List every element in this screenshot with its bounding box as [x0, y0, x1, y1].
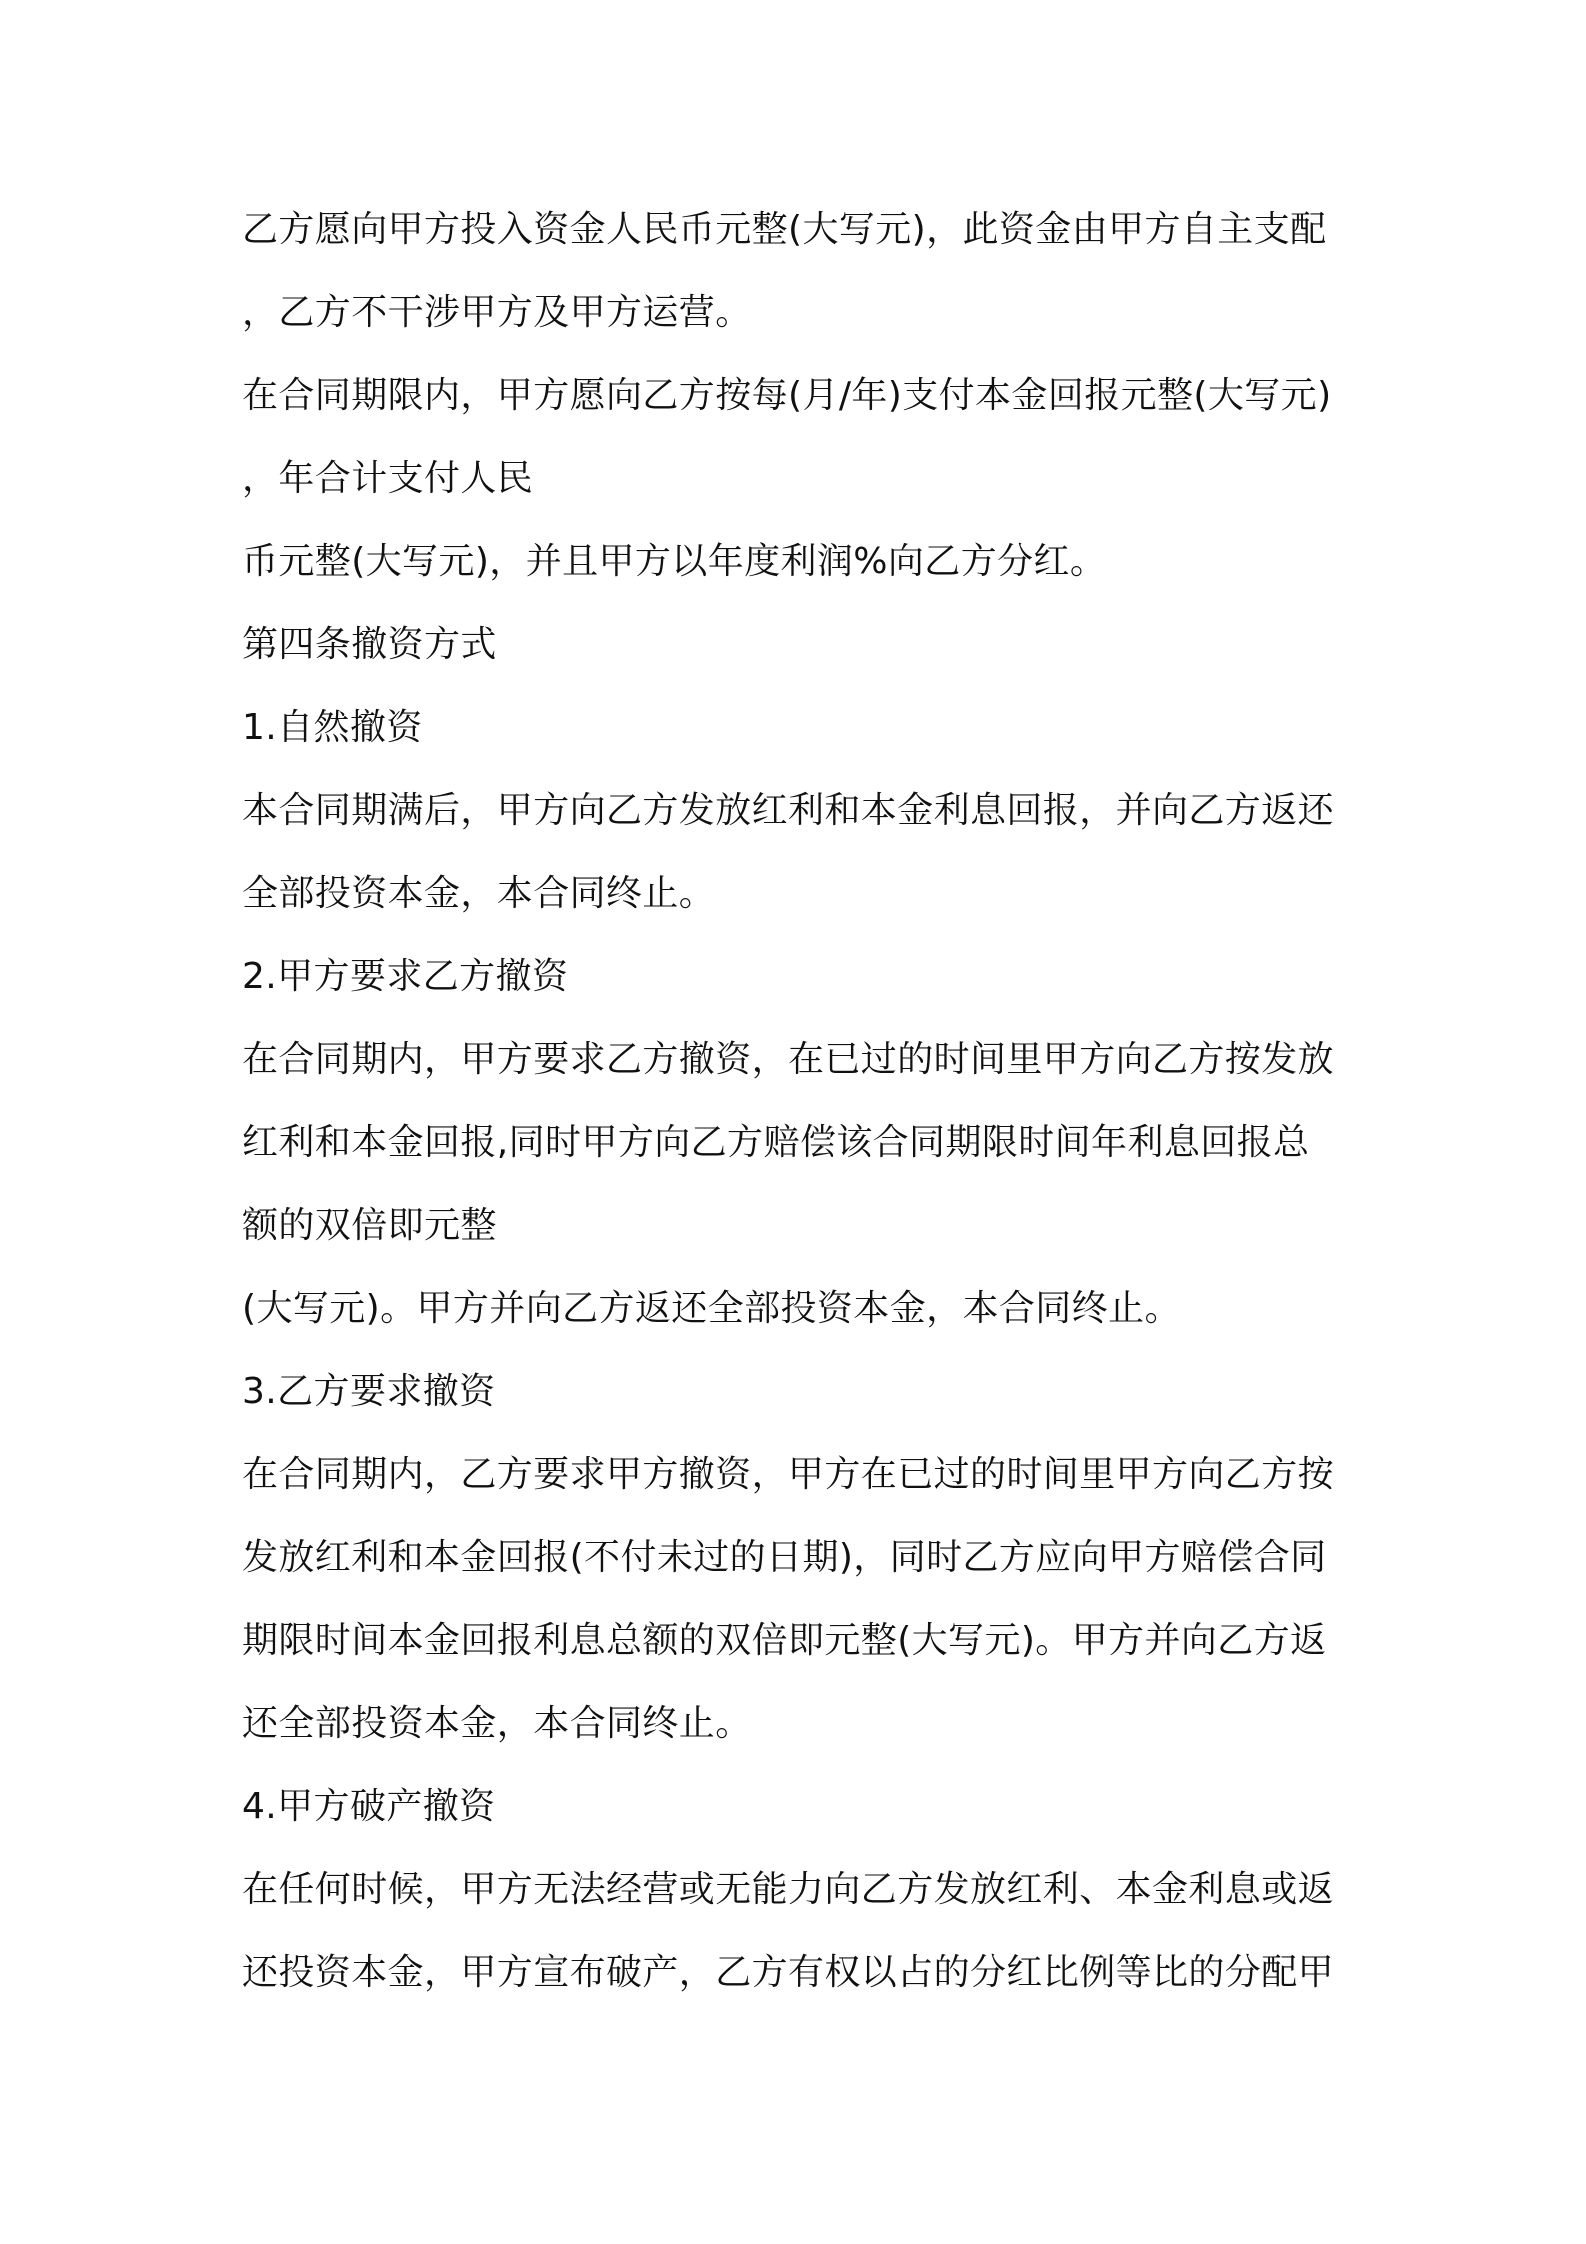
text-line: 在任何时候，甲方无法经营或无能力向乙方发放红利、本金利息或返	[242, 1869, 1335, 1910]
section-heading: 第四条撤资方式	[242, 624, 497, 665]
subsection-heading: 3.乙方要求撤资	[242, 1371, 496, 1412]
subsection-heading: 4.甲方破产撤资	[242, 1786, 496, 1827]
text-line: (大写元)。甲方并向乙方返还全部投资本金，本合同终止。	[242, 1288, 1181, 1329]
text-line: 期限时间本金回报利息总额的双倍即元整(大写元)。甲方并向乙方返	[242, 1620, 1327, 1661]
text-line: ，年合计支付人民	[242, 458, 534, 499]
text-line: ，乙方不干涉甲方及甲方运营。	[242, 292, 752, 333]
text-line: 在合同期内，甲方要求乙方撤资，在已过的时间里甲方向乙方按发放	[242, 1039, 1335, 1080]
text-line: 还投资本金，甲方宣布破产，乙方有权以占的分红比例等比的分配甲	[242, 1952, 1335, 1993]
text-line: 币元整(大写元)，并且甲方以年度利润%向乙方分红。	[242, 541, 1107, 582]
subsection-heading: 2.甲方要求乙方撤资	[242, 956, 569, 997]
text-line: 发放红利和本金回报(不付未过的日期)，同时乙方应向甲方赔偿合同	[242, 1537, 1327, 1578]
text-line: 还全部投资本金，本合同终止。	[242, 1703, 752, 1744]
text-line: 额的双倍即元整	[242, 1205, 497, 1246]
text-line: 在合同期内，乙方要求甲方撤资，甲方在已过的时间里甲方向乙方按	[242, 1454, 1335, 1495]
text-line: 本合同期满后，甲方向乙方发放红利和本金利息回报，并向乙方返还	[242, 790, 1335, 831]
text-line: 在合同期限内，甲方愿向乙方按每(月/年)支付本金回报元整(大写元)	[242, 375, 1332, 416]
text-line: 乙方愿向甲方投入资金人民币元整(大写元)，此资金由甲方自主支配	[242, 209, 1327, 250]
subsection-heading: 1.自然撤资	[242, 707, 423, 748]
text-line: 红利和本金回报,同时甲方向乙方赔偿该合同期限时间年利息回报总	[242, 1122, 1310, 1163]
text-line: 全部投资本金，本合同终止。	[242, 873, 716, 914]
